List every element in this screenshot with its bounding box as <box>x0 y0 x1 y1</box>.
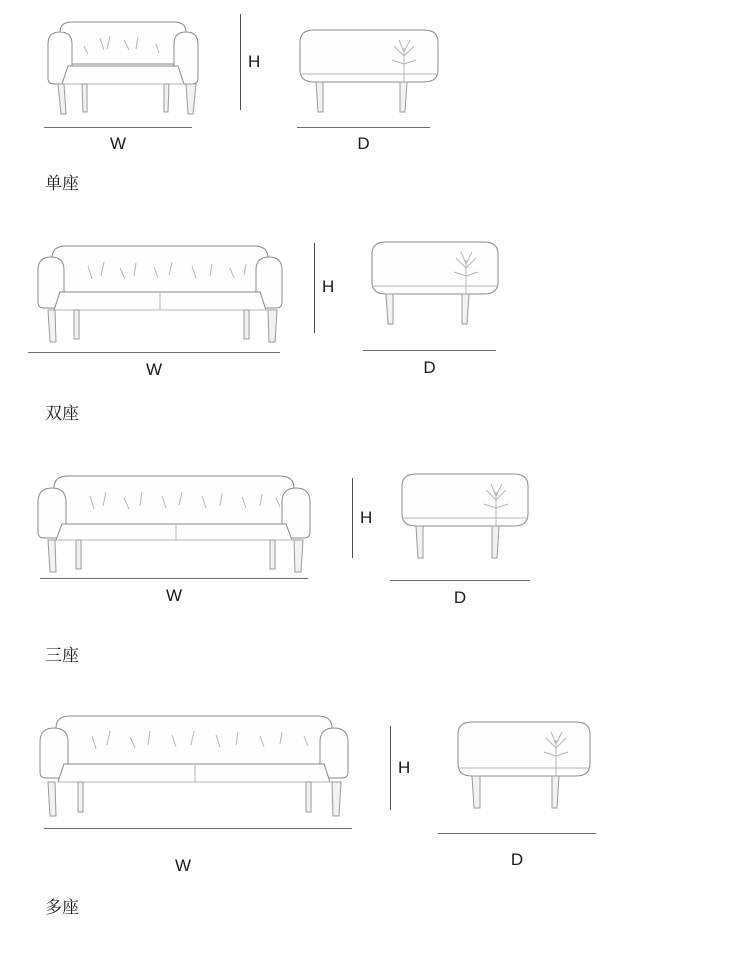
row-2-side-view <box>362 236 507 332</box>
row-1-width-label: W <box>109 134 127 153</box>
row-4-width-rule <box>44 828 352 829</box>
row-3-height-label: H <box>360 508 373 527</box>
row-1-front-view <box>38 16 208 121</box>
triple-seat-front-svg <box>30 470 320 575</box>
row-2-depth-label: D <box>423 358 436 377</box>
row-2-caption: 双座 <box>45 404 79 423</box>
row-3-side-view <box>392 470 537 566</box>
row-4-depth-label: D <box>510 850 524 869</box>
row-4-front-view <box>30 708 360 818</box>
triple-seat-side-svg <box>392 470 537 566</box>
row-3-caption: 三座 <box>45 646 79 665</box>
single-seat-side-svg <box>288 22 448 118</box>
row-4-height-rule <box>390 726 391 810</box>
row-1-height-label: H <box>248 52 261 71</box>
multi-seat-front-svg <box>30 708 360 818</box>
row-2-height-label: H <box>322 277 335 296</box>
row-1-depth-label: D <box>357 134 370 153</box>
row-2-width-rule <box>28 352 280 353</box>
row-2-height-rule <box>314 243 315 333</box>
row-3-depth-label: D <box>453 588 467 607</box>
row-1-depth-rule <box>297 127 430 128</box>
multi-seat-side-svg <box>448 716 598 816</box>
row-2-width-label: W <box>145 360 163 379</box>
row-1-height-rule <box>240 14 241 110</box>
row-4-caption: 多座 <box>45 898 79 917</box>
row-4-width-label: W <box>174 856 192 875</box>
double-seat-front-svg <box>30 240 290 345</box>
row-2-depth-rule <box>363 350 496 351</box>
row-3-depth-rule <box>390 580 530 581</box>
single-seat-front-svg <box>38 16 208 121</box>
row-1-caption: 单座 <box>45 174 79 193</box>
row-3-width-label: W <box>165 586 183 605</box>
row-3-front-view <box>30 470 320 575</box>
row-4-depth-rule <box>438 833 596 834</box>
row-3-width-rule <box>40 578 308 579</box>
row-1-width-rule <box>44 127 192 128</box>
row-4-side-view <box>448 716 598 816</box>
row-2-front-view <box>30 240 290 345</box>
row-1-side-view <box>288 22 448 118</box>
row-4-height-label: H <box>398 758 411 777</box>
double-seat-side-svg <box>362 236 507 332</box>
row-3-height-rule <box>352 478 353 558</box>
